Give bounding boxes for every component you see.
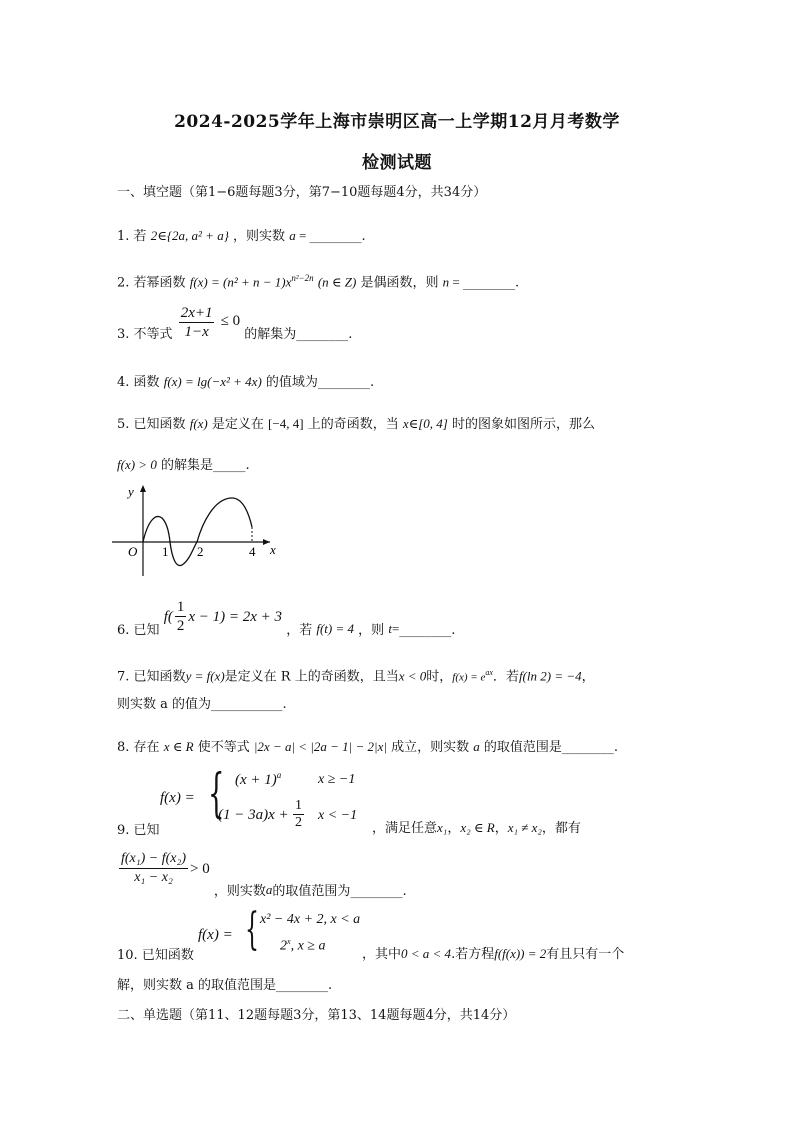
q6-text-mid2: ，则 — [358, 623, 385, 638]
exam-title: 2024-2025学年上海市崇明区高一上学期12月月考数学 — [174, 112, 620, 132]
q9-fraction-numerator: f(x₁) − f(x₂) — [119, 850, 188, 869]
q8-number: 8. — [117, 740, 130, 755]
q3-relation: ≤ 0 — [220, 313, 241, 329]
q1-text: 若 — [133, 229, 147, 244]
q8-text: 存在 — [133, 740, 160, 755]
q2-answer-blank[interactable]: ________ — [462, 275, 515, 291]
q5-number: 5. — [117, 417, 130, 432]
q9-piecewise-brace: { — [208, 764, 225, 824]
q2-number: 2. — [117, 275, 130, 291]
q2-math: f(x) = (n² + n − 1)x — [189, 274, 292, 290]
q9-x2: x₂ ∈ R — [460, 820, 495, 835]
q5-text-mid2: 上的奇函数，当 — [307, 417, 399, 432]
q6-denominator: 2 — [176, 618, 185, 634]
question-9-line1-tail: ，满足任意x₁，x₂ ∈ R，x₁ ≠ x₂，都有 — [372, 820, 581, 836]
q10-condition: 0 < a < 4 — [401, 946, 452, 961]
q10-text-tail: 有且只有一个 — [546, 947, 625, 962]
q7-text: 已知函数 — [133, 669, 186, 685]
q2-exponent: n²−2n — [291, 273, 314, 283]
q10-piece2-exponent: x — [287, 937, 291, 946]
q6-func-open: f( — [163, 609, 173, 625]
x-axis-label: x — [270, 542, 276, 557]
q10-function-lhs: f(x) = — [198, 927, 233, 943]
q3-fraction — [179, 304, 215, 341]
q3-text: 不等式 — [133, 327, 173, 342]
question-9-line2: $\frac{\text{f(x₁) − f(x₂)}}{\text{x₁ − x₂}}$ > 0 ，则实数a的取值范围为________. — [121, 851, 407, 899]
q9-piece1-exponent: a — [276, 770, 282, 780]
q1-equals: = — [295, 228, 310, 243]
q3-text-mid: 的解集为 — [244, 327, 297, 342]
q7-text-mid2: 时， — [426, 669, 453, 685]
q6-text: 已知 — [133, 623, 160, 638]
q10-text-mid2: .若方程 — [451, 947, 495, 962]
q9-function-lhs: f(x) = — [160, 790, 195, 806]
q9-piece1-condition: x ≥ −1 — [318, 772, 356, 787]
exam-subtitle: 检测试题 — [362, 153, 432, 173]
q5-text-mid3: 时的图象如图所示，那么 — [452, 417, 596, 432]
question-5-line1 — [117, 414, 694, 435]
q7-function: y = f(x) — [185, 668, 225, 684]
q7-exponent: ax — [485, 668, 493, 677]
q8-condition: x ∈ R — [163, 739, 194, 754]
q6-func-close: x − 1) = 2x + 3 — [188, 609, 283, 625]
q9-piece2-denominator: 2 — [295, 815, 302, 830]
q5-interval: [−4, 4] — [268, 416, 304, 431]
q9-answer-blank[interactable]: ________ — [350, 884, 403, 899]
q7-given: f(ln 2) = −4 — [518, 668, 582, 684]
q3-number: 3. — [117, 327, 130, 342]
question-10-line2: 解，则实数 a 的取值范围是________. — [117, 978, 333, 993]
q6-answer-blank[interactable]: ________ — [399, 623, 452, 638]
q6-number: 6. — [117, 623, 130, 638]
q9-gt: > 0 — [190, 861, 210, 877]
q7-expression: f(x) = e — [452, 671, 486, 684]
origin-label: O — [128, 544, 138, 559]
question-8: 8. 存在 x ∈ R 使不等式 |2x − a| < |2a − 1| − 2|x| 成立，则实数 a 的取值范围是________. — [117, 739, 619, 755]
q7-text-mid3: ．若 — [492, 669, 519, 685]
q5-text-mid1: 是定义在 — [211, 417, 264, 432]
q10-number: 10. — [117, 948, 138, 963]
q2-text-mid: 是偶函数，则 — [360, 275, 439, 291]
q8-text-tail: 的取值范围是 — [483, 740, 562, 755]
q7-condition: x < 0 — [398, 668, 427, 684]
q9-piece1-expr: (x + 1) — [235, 772, 277, 788]
section-fill-in-header: 一、填空题（第1−6题每题3分，第7−10题每题4分，共34分） — [117, 185, 487, 200]
q9-piece2-numerator: 1 — [295, 798, 302, 813]
q2-text: 若幂函数 — [133, 275, 186, 291]
q8-text-mid: 使不等式 — [197, 740, 250, 755]
q10-text: 已知函数 — [141, 948, 194, 963]
q7-text-mid1: 是定义在 R 上的奇函数，且当 — [224, 669, 399, 685]
q6-fraction — [175, 598, 187, 635]
q5-condition: x∈[0, 4] — [402, 416, 448, 431]
q5-text-tail: 的解集是 — [160, 458, 213, 473]
q1-number: 1. — [117, 229, 130, 244]
tick-label-4: 4 — [249, 544, 256, 559]
q5-inequality: f(x) > 0 — [117, 457, 157, 472]
q2-equals: = — [449, 274, 463, 290]
q10-piece2-base: 2 — [280, 938, 287, 954]
q10-piecewise-brace: { — [245, 904, 259, 955]
question-5-line2: f(x) > 0 的解集是_____. — [117, 457, 250, 473]
question-7-line1 — [117, 663, 694, 687]
tick-label-1: 1 — [162, 544, 169, 559]
q8-answer-blank[interactable]: ________ — [561, 740, 614, 755]
q7-number: 7. — [117, 669, 130, 685]
y-axis-label: y — [128, 484, 134, 499]
question-6: 6. 已知 f( $\frac{1}{2}$ x − 1) = 2x + 3 ，若 f(t) = 4 ，则 t=________. — [117, 599, 456, 638]
q9-text: 已知 — [133, 823, 160, 838]
q10-text-mid: ，其中 — [362, 947, 402, 962]
q5-function: f(x) — [189, 416, 208, 431]
question-4: 4. 函数 f(x) = lg(−x² + 4x) 的值域为________. — [117, 374, 375, 390]
q8-inequality: |2x − a| < |2a − 1| − 2|x| — [253, 739, 387, 754]
q6-text-mid: ，若 — [286, 623, 313, 638]
q9-neq: x₁ ≠ x₂ — [507, 820, 542, 835]
x-axis-arrow-icon — [263, 539, 270, 545]
q4-answer-blank[interactable]: ________ — [317, 375, 370, 390]
q10-piece-1: x² − 4x + 2, x < a — [260, 912, 361, 927]
q9-var: a — [265, 882, 273, 897]
q9-text-tail: ，都有 — [541, 821, 581, 836]
q2-var: n — [442, 274, 450, 290]
question-3: 3. 不等式 $\frac{2x+1}{1-x}$ ≤ 0 的解集为________. — [117, 305, 353, 342]
q9-piece2-condition: x < −1 — [318, 808, 358, 823]
q5-text: 已知函数 — [133, 417, 186, 432]
question-10-line1-tail — [362, 944, 694, 965]
question-2: 2. 若幂函数 $f(x) = (n^2 + n - 1)x^{n^2-2n}$ (n ∈ Z) 是偶函数，则 n = ________. — [117, 273, 520, 291]
q9-x1: x₁ — [437, 820, 448, 835]
q6-var: t — [388, 621, 392, 636]
q6-numerator: 1 — [176, 599, 185, 615]
q10-text-line2: 解，则实数 a 的取值范围是 — [117, 978, 277, 993]
q2-condition: (n ∈ Z) — [317, 274, 357, 290]
q5-function-graph — [110, 480, 290, 580]
q9-piece2-expr: (1 − 3a)x + — [218, 807, 289, 823]
q1-answer-blank[interactable]: ________ — [309, 229, 362, 244]
q4-text: 函数 — [133, 375, 160, 390]
q4-number: 4. — [117, 375, 130, 390]
y-axis-arrow-icon — [140, 485, 146, 492]
q8-text-mid2: 成立，则实数 — [391, 740, 470, 755]
q9-text-mid2: ，则实数 — [213, 884, 266, 899]
q9-condition-fraction — [119, 850, 188, 887]
question-7-line2: 则实数 a 的值为___________. — [117, 697, 287, 712]
q1-text-mid: ，则实数 — [233, 229, 286, 244]
q3-answer-blank[interactable]: ________ — [296, 327, 349, 342]
q10-answer-blank[interactable]: ________ — [276, 978, 329, 993]
q1-math: 2∈{2a, a² + a} — [150, 228, 229, 243]
q7-comma: ， — [581, 669, 595, 685]
question-1: 1. 若 2∈{2a, a² + a} ，则实数 a = ________. — [117, 228, 366, 244]
q9-piece-1 — [235, 770, 281, 789]
q7-text-line2: 则实数 a 的值为 — [117, 697, 212, 712]
q9-text-mid: ，满足任意 — [372, 821, 438, 836]
section-single-choice-header: 二、单选题（第11、12题每题3分，第13、14题每题4分，共14分） — [117, 1008, 516, 1023]
q9-text-tail2: 的取值范围为 — [272, 884, 351, 899]
q3-numerator: 2x+1 — [180, 305, 213, 321]
q4-math: f(x) = lg(−x² + 4x) — [163, 374, 262, 389]
q10-equation: f(f(x)) = 2 — [494, 946, 547, 961]
q3-denominator: 1−x — [184, 324, 209, 340]
q4-text-mid: 的值域为 — [265, 375, 318, 390]
q6-condition: f(t) = 4 — [316, 621, 355, 636]
tick-label-2: 2 — [197, 544, 204, 559]
q9-number: 9. — [117, 823, 130, 838]
q1-var: a — [289, 228, 296, 243]
q6-equals: = — [391, 621, 400, 636]
q5-answer-blank[interactable]: _____ — [212, 458, 246, 473]
q8-var: a — [473, 739, 480, 754]
q10-piece2-cond: , x ≥ a — [290, 938, 326, 954]
q9-fraction-denominator: x₁ − x₂ — [134, 870, 173, 885]
q7-answer-blank[interactable]: ___________ — [211, 697, 283, 712]
